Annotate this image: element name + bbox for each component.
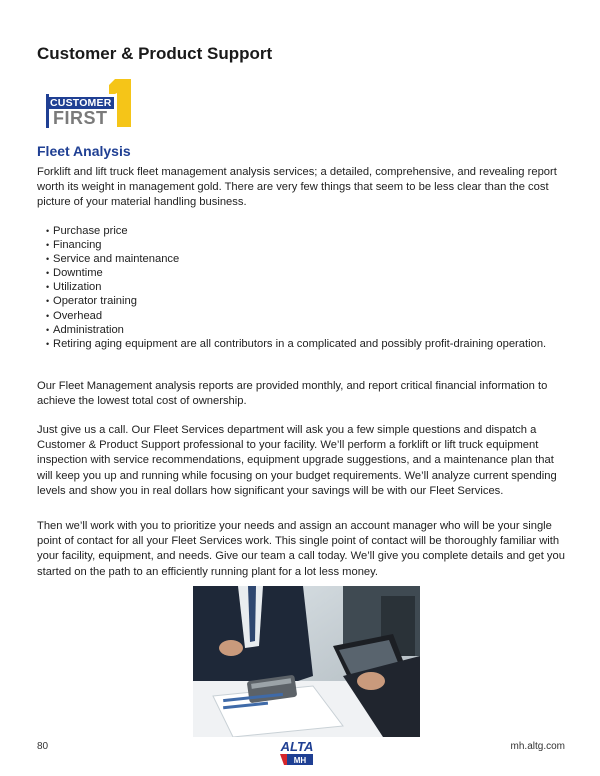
section-heading: Fleet Analysis: [37, 143, 131, 159]
list-item: • Administration: [46, 323, 566, 337]
list-item: • Retiring aging equipment are all contributors in a complicated and possibly profit-draining operation.: [46, 337, 566, 351]
footer-url[interactable]: mh.altg.com: [510, 741, 565, 752]
intro-paragraph: Forklift and lift truck fleet management analysis services; a detailed, comprehensive, and revealing report worth its weight in management gold. There are very few things that seem to be less clear than the cost picture of your material handling business.: [37, 166, 557, 209]
list-item: • Operator training: [46, 294, 566, 308]
customer-first-logo: [46, 79, 130, 129]
cost-factor-list: [46, 224, 566, 351]
list-item: • Overhead: [46, 309, 566, 323]
photo-illustration: [193, 586, 420, 737]
alta-mh-logo: [276, 738, 318, 768]
list-item: • Utilization: [46, 280, 566, 294]
logo-line1: CUSTOMER: [46, 97, 114, 109]
list-item: • Purchase price: [46, 224, 566, 238]
logo-line2: FIRST: [53, 108, 108, 128]
account-manager-paragraph: Then we’ll work with you to prioritize your needs and assign an account manager who will be your single point of contact for all your Fleet Services work. This single point of contact will be thoroughly familiar with your facility, equipment, and needs. Give our team a call today. We’ll give you complete details and get you started on the path to an efficiently running plant for a lot less money.: [37, 520, 565, 578]
alta-logo-graphic: [276, 738, 318, 768]
brand-top-text: ALTA: [280, 739, 314, 754]
brand-bottom-text: MH: [293, 756, 307, 765]
list-item: • Financing: [46, 238, 566, 252]
list-item: • Downtime: [46, 266, 566, 280]
page-number: 80: [37, 741, 49, 752]
list-item: • Service and maintenance: [46, 252, 566, 266]
business-meeting-photo: [193, 586, 420, 737]
page-title: Customer & Product Support: [37, 44, 273, 63]
reports-paragraph: Our Fleet Management analysis reports are provided monthly, and report critical financial information to achieve the lowest total cost of ownership.: [37, 380, 548, 408]
call-paragraph: Just give us a call. Our Fleet Services department will ask you a few simple questions and dispatch a Customer & Product Support professional to your facility. We’ll perform a forklift or lift truck equipment inspection with service recommendations, equipment upgrade suggestions, and a maintenance plan that will keep you up and running while focusing on your budget requirements. We’ll analyze current spending levels and show you in real dollars how significant your savings will be with our Fleet Services.: [37, 424, 557, 497]
